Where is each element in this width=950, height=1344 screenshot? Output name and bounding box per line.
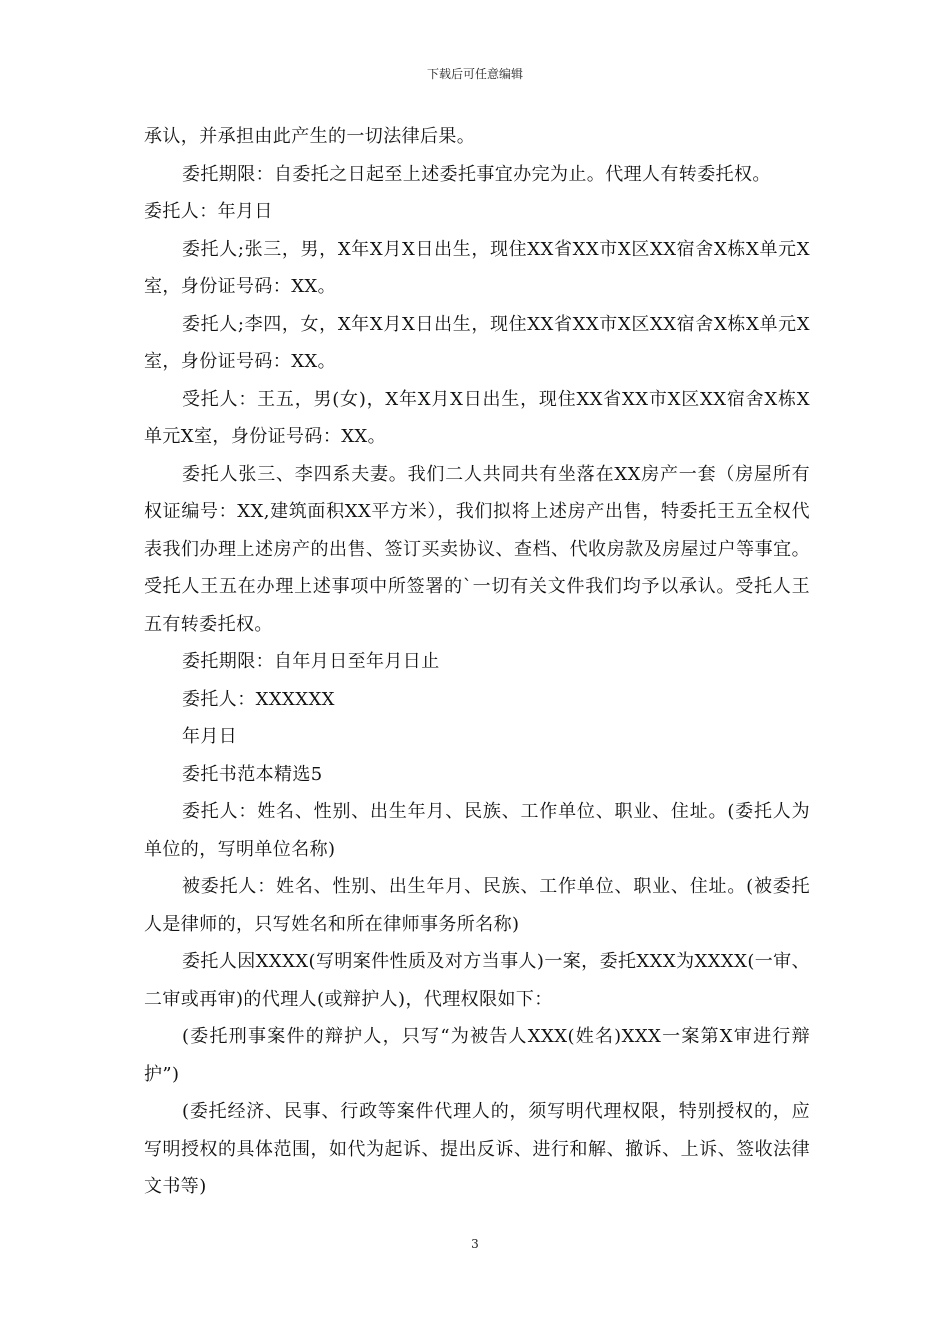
paragraph-principal-info: 委托人：姓名、性别、出生年月、民族、工作单位、职业、住址。(委托人为单位的，写明单位名称) <box>144 801 810 860</box>
paragraph-case-entrust: 委托人因XXXX(写明案件性质及对方当事人)一案，委托XXX为XXXX(一审、二审或再审)的代理人(或辩护人)，代理权限如下： <box>144 951 810 1010</box>
paragraph-principal-signature: 委托人：XXXXXX <box>182 688 335 710</box>
paragraph-principal-date: 委托人：年月日 <box>144 201 273 222</box>
paragraph-criminal-defense-note: (委托刑事案件的辩护人，只写“为被告人XXX(姓名)XXX一案第X审进行辩护”) <box>144 1026 810 1085</box>
paragraph-agency-scope-note: (委托经济、民事、行政等案件代理人的，须写明代理权限，特别授权的，应写明授权的具体范围，如代为起诉、提出反诉、进行和解、撤诉、上诉、签收法律文书等) <box>144 1101 810 1197</box>
paragraph-agent-wangwu: 受托人：王五，男(女)，X年X月X日出生，现住XX省XX市X区XX宿舍X栋X单元X室，身份证号码：XX。 <box>144 388 810 447</box>
paragraph-property-sale: 委托人张三、李四系夫妻。我们二人共同共有坐落在XX房产一套（房屋所有权证编号：XX,建筑面积XX平方米），我们拟将上述房产出售，特委托王五全权代表我们办理上述房产的出售、签订买卖协议、查档、代收房款及房屋过户等事宜。受托人王五在办理上述事项中所签署的`一切有关文件我们均予以承认。受托人王五有转委托权。 <box>144 463 810 635</box>
document-body <box>144 118 810 1206</box>
paragraph-period-range: 委托期限：自年月日至年月日止 <box>182 651 440 672</box>
paragraph-date-line: 年月日 <box>182 726 238 747</box>
section-heading: 委托书范本精选5 <box>182 763 323 785</box>
page-header: 下载后可任意编辑 <box>426 67 523 81</box>
paragraph-principal-zhangsan: 委托人;张三，男，X年X月X日出生，现住XX省XX市X区XX宿舍X栋X单元X室，身份证号码：XX。 <box>144 238 810 297</box>
paragraph-continuation: 承认，并承担由此产生的一切法律后果。 <box>144 126 476 147</box>
paragraph-entrust-period: 委托期限：自委托之日起至上述委托事宜办完为止。代理人有转委托权。 <box>182 163 771 185</box>
page-number: 3 <box>471 1237 479 1251</box>
paragraph-agent-info: 被委托人：姓名、性别、出生年月、民族、工作单位、职业、住址。(被委托人是律师的，只写姓名和所在律师事务所名称) <box>144 876 810 935</box>
paragraph-principal-lisi: 委托人;李四，女，X年X月X日出生，现住XX省XX市X区XX宿舍X栋X单元X室，身份证号码：XX。 <box>144 313 810 372</box>
